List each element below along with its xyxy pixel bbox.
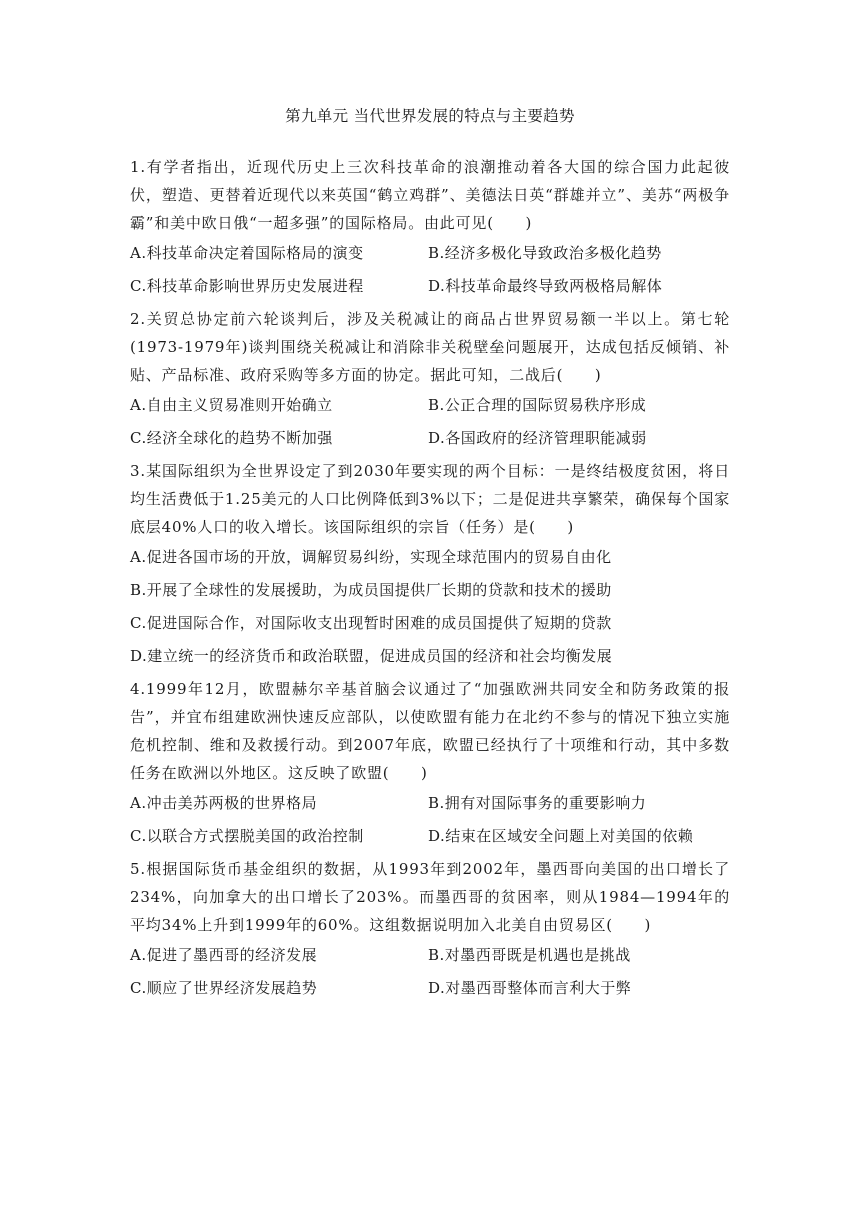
options <box>130 389 730 455</box>
option-b: B.经济多极化导致政治多极化趋势 <box>428 244 662 262</box>
question-stem: 2.关贸总协定前六轮谈判后，涉及关税减让的商品占世界贸易额一半以上。第七轮(1973-1979年)谈判围绕关税减让和消除非关税壁垒问题展开，达成包括反倾销、补贴、产品标准、政府采购等多方面的协定。据此可知，二战后( ) <box>130 310 730 384</box>
options <box>130 237 730 303</box>
option-a: A.促进了墨西哥的经济发展 <box>130 946 318 964</box>
option-a: A.促进各国市场的开放，调解贸易纠纷，实现全球范围内的贸易自由化 <box>130 548 612 566</box>
question-5 <box>130 855 730 1005</box>
option-a: A.冲击美苏两极的世界格局 <box>130 794 318 812</box>
question-4 <box>130 675 730 853</box>
options <box>130 787 730 853</box>
question-3 <box>130 457 730 673</box>
option-c: C.科技革命影响世界历史发展进程 <box>130 277 364 295</box>
option-b: B.拥有对国际事务的重要影响力 <box>428 794 647 812</box>
option-c: C.顺应了世界经济发展趋势 <box>130 979 318 997</box>
option-d: D.结束在区域安全问题上对美国的依赖 <box>428 827 694 845</box>
option-d: D.各国政府的经济管理职能减弱 <box>428 429 647 447</box>
option-c: C.促进国际合作，对国际收支出现暂时困难的成员国提供了短期的贷款 <box>130 614 612 632</box>
options <box>130 541 730 673</box>
question-1 <box>130 153 730 303</box>
question-stem: 1.有学者指出，近现代历史上三次科技革命的浪潮推动着各大国的综合国力此起彼伏，塑造、更替着近现代以来英国“鹤立鸡群”、美德法日英“群雄并立”、美苏“两极争霸”和美中欧日俄“一超多强”的国际格局。由此可见( ) <box>130 158 730 232</box>
question-stem: 5.根据国际货币基金组织的数据，从1993年到2002年，墨西哥向美国的出口增长了234%，向加拿大的出口增长了203%。而墨西哥的贫困率，则从1984—1994年的平均34%上升到1999年的60%。这组数据说明加入北美自由贸易区( ) <box>130 860 730 934</box>
option-b: B.开展了全球性的发展援助，为成员国提供厂长期的贷款和技术的援助 <box>130 581 612 599</box>
option-d: D.建立统一的经济货币和政治联盟，促进成员国的经济和社会均衡发展 <box>130 647 613 665</box>
question-2 <box>130 305 730 455</box>
option-d: D.科技革命最终导致两极格局解体 <box>428 277 663 295</box>
question-stem: 3.某国际组织为全世界设定了到2030年要实现的两个目标：一是终结极度贫困，将日均生活费低于1.25美元的人口比例降低到3%以下；二是促进共享繁荣，确保每个国家底层40%人口的收入增长。该国际组织的宗旨（任务）是( ) <box>130 462 730 536</box>
options <box>130 939 730 1005</box>
option-c: C.以联合方式摆脱美国的政治控制 <box>130 827 364 845</box>
option-d: D.对墨西哥整体而言利大于弊 <box>428 979 632 997</box>
question-stem: 4.1999年12月，欧盟赫尔辛基首脑会议通过了“加强欧洲共同安全和防务政策的报告”，并宜布组建欧洲快速反应部队，以使欧盟有能力在北约不参与的情况下独立实施危机控制、维和及救援行动。到2007年底，欧盟已经执行了十项维和行动，其中多数任务在欧洲以外地区。这反映了欧盟( ) <box>130 680 730 782</box>
option-b: B.对墨西哥既是机遇也是挑战 <box>428 946 631 964</box>
option-a: A.自由主义贸易准则开始确立 <box>130 396 333 414</box>
option-a: A.科技革命决定着国际格局的演变 <box>130 244 364 262</box>
option-c: C.经济全球化的趋势不断加强 <box>130 429 333 447</box>
option-b: B.公正合理的国际贸易秩序形成 <box>428 396 647 414</box>
page-title: 第九单元 当代世界发展的特点与主要趋势 <box>285 107 575 125</box>
question-list <box>130 153 730 1007</box>
